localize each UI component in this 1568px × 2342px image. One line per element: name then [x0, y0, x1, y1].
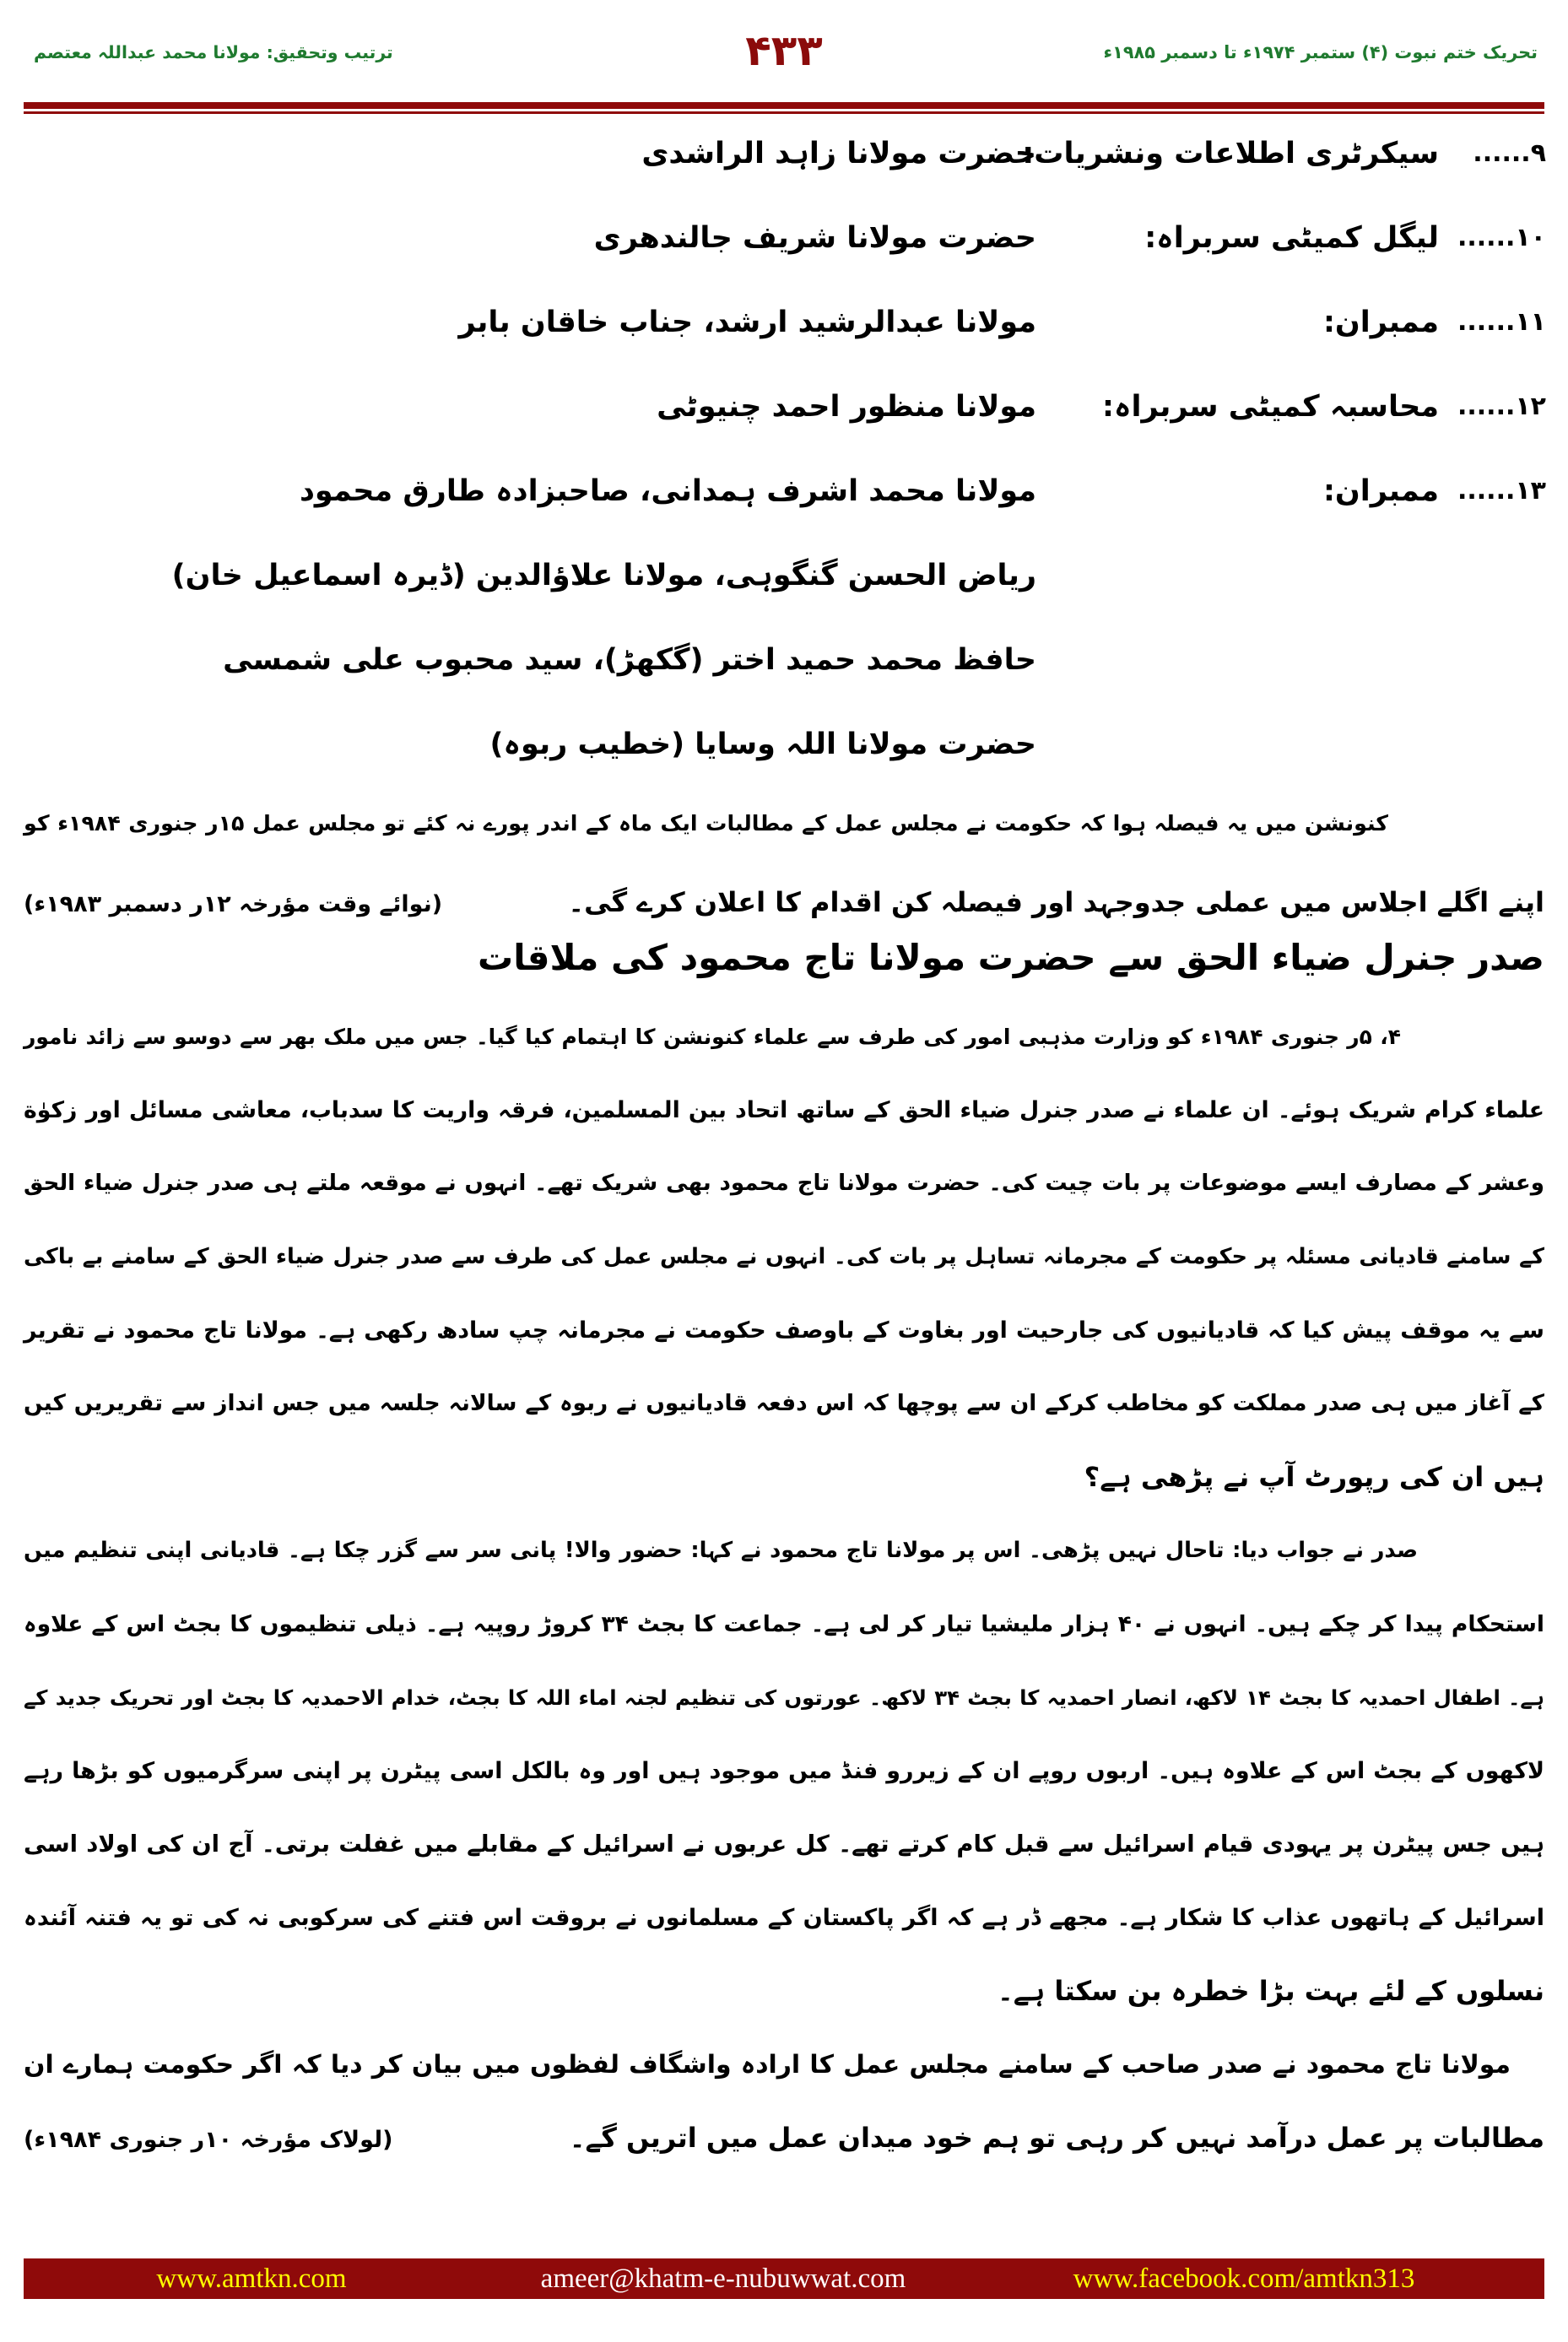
paragraph-line: سے یہ موقف پیش کیا کہ قادیانیوں کی جارحیت اور بغاوت کے باوصف حکومت نے مجرمانہ چپ سادھ رکھی ہے۔ مولانا تاج محمود نے تقریر: [24, 1317, 1544, 1344]
member-name: حضرت مولانا شریف جالندھری: [593, 221, 1036, 255]
role-label: ممبران:: [1322, 474, 1439, 508]
paragraph-line: علماء کرام شریک ہوئے۔ ان علماء نے صدر جنرل ضیاء الحق کے ساتھ اتحاد بین المسلمین، فرقہ واریت کا سدباب، معاشی مسائل اور زکوٰة: [24, 1097, 1544, 1123]
footer-facebook-link[interactable]: www.facebook.com/amtkn313: [1073, 2264, 1415, 2294]
footer-bar: [24, 2258, 1544, 2299]
row-number: ۹......: [1473, 138, 1546, 168]
member-name: مولانا محمد اشرف ہمدانی، صاحبزادہ طارق محمود: [299, 474, 1036, 508]
office-bearer-row: [0, 196, 1568, 280]
paragraph-line: کنونشن میں یہ فیصلہ ہوا کہ حکومت نے مجلس عمل کے مطالبات ایک ماہ کے اندر پورے نہ کئے تو مجلس عمل ۱۵ر جنوری ۱۹۸۴ء کو: [24, 810, 1388, 836]
body-paragraph: [24, 2028, 1544, 2175]
paragraph-line: ہے۔ اطفال احمدیہ کا بجٹ ۱۴ لاکھ، انصار احمدیہ کا بجٹ ۳۴ لاکھ۔ عورتوں کی تنظیم لجنہ اماء اللہ کا بجٹ، خدام الاحمدیہ کا بجٹ اور تحریک جدید کے: [24, 1685, 1544, 1710]
member-name: ریاض الحسن گنگوہی، مولانا علاؤالدین (ڈیرہ اسماعیل خان): [171, 559, 1036, 592]
paragraph-line: مطالبات پر عمل درآمد نہیں کر رہی تو ہم خود میدان عمل میں اتریں گے۔: [569, 2122, 1544, 2154]
office-bearer-row: [0, 280, 1568, 365]
row-number: ۱۱......: [1457, 307, 1546, 337]
paragraph-line: ہیں ان کی رپورٹ آپ نے پڑھی ہے؟: [1084, 1461, 1544, 1493]
paragraph-line: مولانا تاج محمود نے صدر صاحب کے سامنے مجلس عمل کا ارادہ واشگاف لفظوں میں بیان کر دیا کہ اگر حکومت ہمارے ان: [24, 2050, 1511, 2080]
member-name: حضرت مولانا اللہ وسایا (خطیب ربوہ): [489, 727, 1036, 761]
paragraph-line: کے سامنے قادیانی مسئلہ پر حکومت کے مجرمانہ تساہل پر بات کی۔ انہوں نے مجلس عمل کی طرف سے صدر جنرل ضیاء الحق کے سامنے بے باکی: [24, 1244, 1544, 1269]
row-number: ۱۰......: [1457, 223, 1546, 252]
citation: (لولاک مؤرخہ ۱۰ر جنوری ۱۹۸۴ء): [24, 2127, 393, 2153]
member-names: [641, 111, 1036, 196]
paragraph-line: نسلوں کے لئے بہت بڑا خطرہ بن سکتا ہے۔: [998, 1975, 1544, 2007]
member-names: [172, 449, 1036, 787]
member-names: [594, 196, 1036, 280]
paragraph-line: وعشر کے مصارف ایسے موضوعات پر بات چیت کی۔ حضرت مولانا تاج محمود بھی شریک تھے۔ انہوں نے موقعہ ملتے ہی صدر جنرل ضیاء الحق: [24, 1171, 1544, 1196]
office-bearer-row: [0, 365, 1568, 449]
member-name: مولانا منظور احمد چنیوٹی: [657, 390, 1036, 424]
member-names: [458, 280, 1036, 365]
member-name: حضرت مولانا زاہد الراشدی: [641, 137, 1036, 170]
paragraph-line: اسرائیل کے ہاتھوں عذاب کا شکار ہے۔ مجھے ڈر ہے کہ اگر پاکستان کے مسلمانوں نے بروقت اس فتنے کی سرکوبی نہ کی تو یہ فتنہ آئندہ: [24, 1905, 1544, 1931]
role-label: ممبران:: [1322, 306, 1439, 339]
footer-website-link[interactable]: www.amtkn.com: [156, 2264, 347, 2294]
paragraph-line: ہیں جس پیٹرن پر یہودی قیام اسرائیل سے قبل کام کرتے تھے۔ کل عربوں نے اسرائیل کے مقابلے میں غفلت برتی۔ آج ان کی اولاد اسی: [24, 1831, 1544, 1858]
member-name: مولانا عبدالرشید ارشد، جناب خاقان بابر: [458, 306, 1036, 339]
compiler-credit: ترتیب وتحقیق: مولانا محمد عبداللہ معتصم: [34, 42, 393, 62]
paragraph-line: صدر نے جواب دیا: تاحال نہیں پڑھی۔ اس پر مولانا تاج محمود نے کہا: حضور والا! پانی سر سے گزر چکا ہے۔ قادیانی اپنی تنظیم میں: [24, 1538, 1418, 1563]
paragraph-line: اپنے اگلے اجلاس میں عملی جدوجہد اور فیصلہ کن اقدام کا اعلان کرے گی۔: [568, 886, 1544, 918]
paragraph-line: لاکھوں کے بجٹ اس کے علاوہ ہیں۔ اربوں روپے ان کے زیررو فنڈ میں موجود ہیں اور وہ بالکل اسی پیٹرن پر اپنی سرگرمیوں کو بڑھا رہے: [24, 1758, 1544, 1784]
paragraph-line: کے آغاز میں ہی صدر مملکت کو مخاطب کرکے ان سے پوچھا کہ اس دفعہ قادیانیوں نے ربوہ کے سالانہ جلسہ میں جس انداز سے تقریریں کیں: [24, 1391, 1544, 1416]
body-paragraph: [24, 1514, 1544, 2028]
row-number: ۱۳......: [1457, 476, 1546, 506]
paragraph-last-line: [24, 2101, 1544, 2175]
book-title: تحریک ختم نبوت (۴) ستمبر ۱۹۷۴ء تا دسمبر ۱۹۸۵ء: [1103, 42, 1538, 62]
role-label: لیگل کمیٹی سربراہ:: [1144, 221, 1439, 255]
body-paragraph: [24, 1000, 1544, 1514]
role-label: محاسبہ کمیٹی سربراہ:: [1101, 390, 1439, 424]
paragraph-line: ۴، ۵ر جنوری ۱۹۸۴ء کو وزارت مذہبی امور کی طرف سے علماء کنونشن کا اہتمام کیا گیا۔ جس میں ملک بھر سے دوسو سے زائد نامور: [24, 1025, 1401, 1049]
section-body: [24, 1000, 1544, 2175]
paragraph-line: استحکام پیدا کر چکے ہیں۔ انہوں نے ۴۰ ہزار ملیشیا تیار کر لی ہے۔ جماعت کا بجٹ ۳۴ کروڑ روپیہ ہے۔ ذیلی تنظیموں کا بجٹ اس کے علاوہ: [24, 1611, 1545, 1637]
header-rule-thick: [24, 102, 1544, 109]
convention-paragraph: [24, 783, 1544, 942]
page-number: ۴۳۳: [745, 26, 823, 75]
section-heading: صدر جنرل ضیاء الحق سے حضرت مولانا تاج محمود کی ملاقات: [478, 937, 1544, 978]
role-label: سیکرٹری اطلاعات ونشریات:: [1022, 137, 1439, 170]
member-names: [657, 365, 1036, 449]
office-bearer-row: [0, 111, 1568, 196]
office-bearer-row: [0, 449, 1568, 761]
citation: (نوائے وقت مؤرخہ ۱۲ر دسمبر ۱۹۸۳ء): [24, 891, 443, 917]
member-name: حافظ محمد حمید اختر (گکھڑ)، سید محبوب علی شمسی: [223, 643, 1036, 677]
row-number: ۱۲......: [1457, 392, 1546, 421]
footer-email-link[interactable]: ameer@khatm-e-nubuwwat.com: [540, 2264, 906, 2294]
